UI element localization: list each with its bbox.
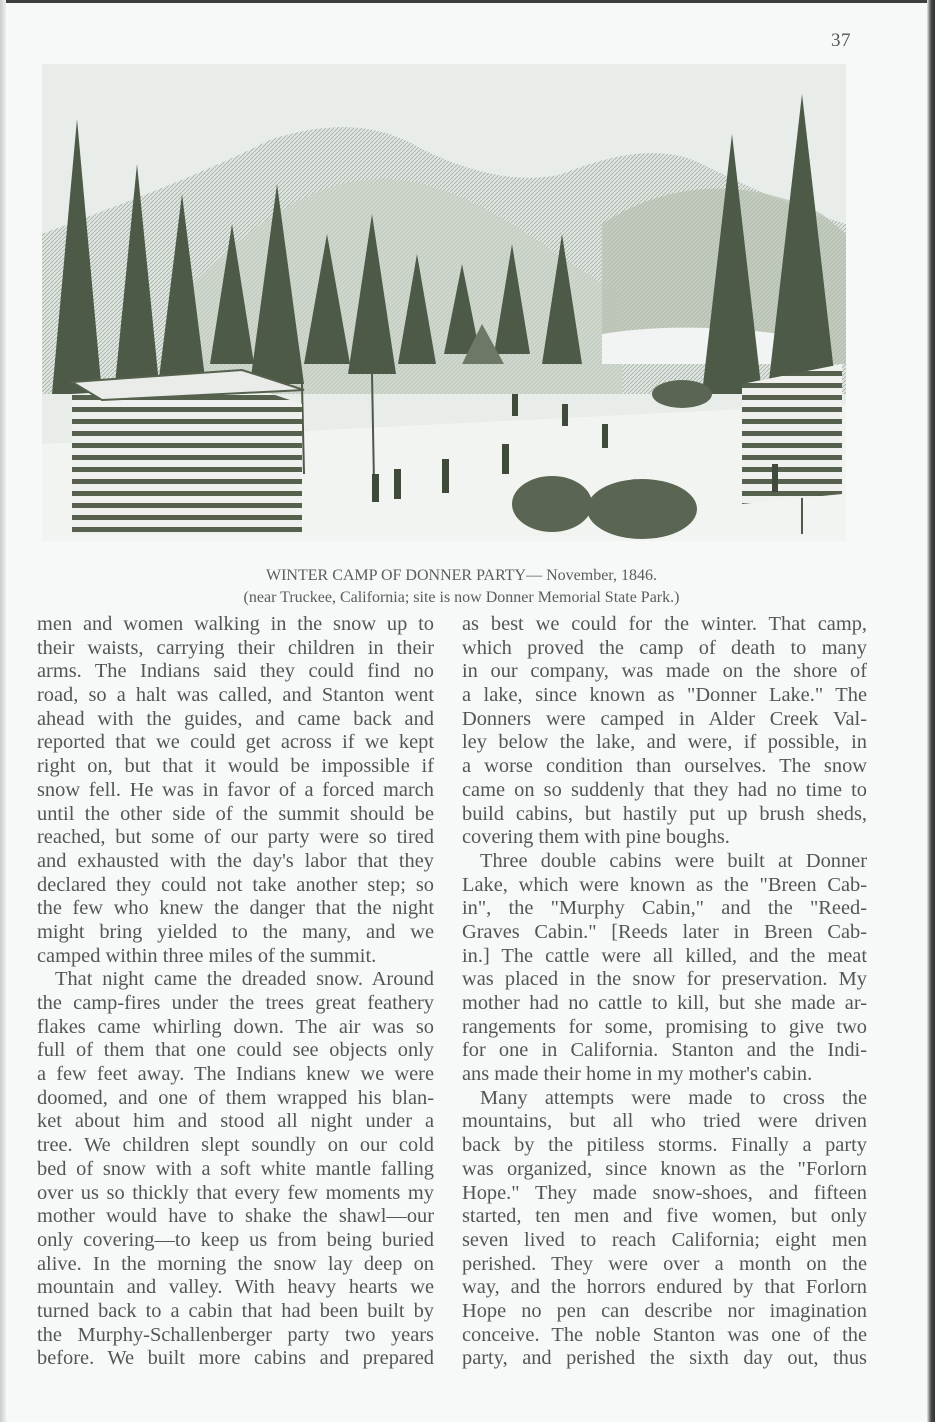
text-line: mother would have to shake the shawl—our [37, 1205, 434, 1228]
figure-caption-title: WINTER CAMP OF DONNER PARTY— November, 1846. [266, 567, 657, 584]
text-line: the Murphy-Schallenberger party two years [37, 1323, 434, 1346]
text-line: alive. In the morning the snow lay deep on [37, 1252, 434, 1275]
text-line: came on so suddenly that they had no time to [462, 778, 867, 801]
text-line: conceive. The noble Stanton was one of the [462, 1323, 867, 1346]
text-line: arms. The Indians said they could find no [37, 660, 434, 683]
text-line: seven lived to reach California; eight men [462, 1228, 867, 1251]
text-line: way, and the horrors endured by that Forlorn [462, 1276, 867, 1299]
text-line: rangements for some, promising to give two [462, 1015, 867, 1038]
text-column-left [37, 613, 434, 1371]
text-line: ans made their home in my mother's cabin. [462, 1063, 813, 1086]
text-line: in", the "Murphy Cabin," and the "Reed- [462, 897, 867, 920]
text-line: covering them with pine boughs. [462, 826, 730, 849]
page-number: 37 [831, 30, 851, 51]
text-line: declared they could not take another step; so [37, 873, 434, 896]
text-line: ahead with the guides, and came back and [37, 707, 434, 730]
text-line: the camp-fires under the trees great feathery [37, 992, 434, 1014]
text-line: bed of snow with a soft white mantle falling [37, 1157, 434, 1180]
text-line: Graves Cabin." [Reeds later in Breen Cab- [462, 920, 867, 943]
text-line: and exhausted with the day's labor that they [37, 849, 434, 872]
text-line: doomed, and one of them wrapped his blan- [37, 1086, 434, 1109]
text-line: perished. They were over a month on the [462, 1252, 867, 1275]
text-line: party, and perished the sixth day out, thus [462, 1347, 867, 1370]
engraving-drawing [42, 64, 846, 541]
text-line: mountain and valley. With heavy hearts we [37, 1276, 434, 1299]
text-line: full of them that one could see objects only [37, 1039, 434, 1062]
figure-caption-location: (near Truckee, California; site is now Donner Memorial State Park.) [243, 589, 680, 606]
text-line: tree. We children slept soundly on our cold [37, 1134, 434, 1157]
text-line: Three double cabins were built at Donner [480, 849, 867, 872]
text-line: Hope no pen can describe nor imagination [462, 1299, 867, 1322]
text-line: in our company, was made on the shore of [462, 660, 867, 683]
text-line: camped within three miles of the summit. [37, 944, 377, 967]
text-line: a lake, since known as "Donner Lake." The [462, 684, 867, 707]
text-line: build cabins, but hastily put up brush sheds, [462, 802, 867, 825]
text-line: mountains, but all who tried were driven [462, 1110, 867, 1133]
text-line: as best we could for the winter. That camp, [462, 613, 867, 635]
text-line: started, ten men and five women, but only [462, 1205, 867, 1228]
text-line: which proved the camp of death to many [462, 636, 867, 659]
text-line: right on, but that it would be impossible if [37, 755, 434, 778]
text-line: until the other side of the summit should be [37, 802, 434, 825]
text-line: Lake, which were known as the "Breen Cab- [462, 873, 867, 896]
winter-camp-engraving [42, 64, 846, 541]
text-line: Many attempts were made to cross the [480, 1086, 867, 1109]
text-line: was organized, since known as the "Forlorn [462, 1157, 867, 1180]
text-line: turned back to a cabin that had been built by [37, 1299, 434, 1322]
text-line: men and women walking in the snow up to [37, 613, 434, 635]
text-line: reported that we could get across if we kept [37, 731, 434, 754]
text-line: a worse condition than ourselves. The snow [462, 755, 867, 778]
text-line: the few who knew the danger that the night [37, 897, 434, 920]
text-line: might bring yielded to the many, and we [37, 920, 434, 943]
scan-edge-right [927, 0, 935, 1422]
text-line: in.] The cattle were all killed, and the meat [462, 944, 867, 967]
text-column-right [462, 613, 867, 1371]
text-line: reached, but some of our party were so tired [37, 826, 434, 849]
text-line: for one in California. Stanton and the Indi- [462, 1039, 867, 1062]
text-line: back by the pitiless storms. Finally a party [462, 1134, 867, 1157]
text-line: mother had no cattle to kill, but she made ar- [462, 992, 867, 1014]
text-line: Hope." They made snow-shoes, and fifteen [462, 1181, 867, 1204]
text-line: road, so a halt was called, and Stanton went [37, 684, 434, 707]
text-line: before. We built more cabins and prepared [37, 1347, 434, 1370]
text-line: ley below the lake, and were, if possible, in [462, 731, 867, 754]
text-line: a few feet away. The Indians knew we were [37, 1063, 434, 1086]
text-line: their waists, carrying their children in their [37, 636, 434, 659]
text-line: only covering—to keep us from being buried [37, 1228, 434, 1251]
text-line: flakes came whirling down. The air was so [37, 1015, 434, 1038]
text-line: That night came the dreaded snow. Around [55, 968, 434, 991]
text-line: was placed in the snow for preservation. My [462, 968, 867, 991]
text-line: over us so thickly that every few moments my [37, 1181, 434, 1204]
text-line: Donners were camped in Alder Creek Val- [462, 707, 867, 730]
text-line: snow fell. He was in favor of a forced march [37, 778, 434, 801]
text-line: ket about him and stood all night under a [37, 1110, 434, 1133]
